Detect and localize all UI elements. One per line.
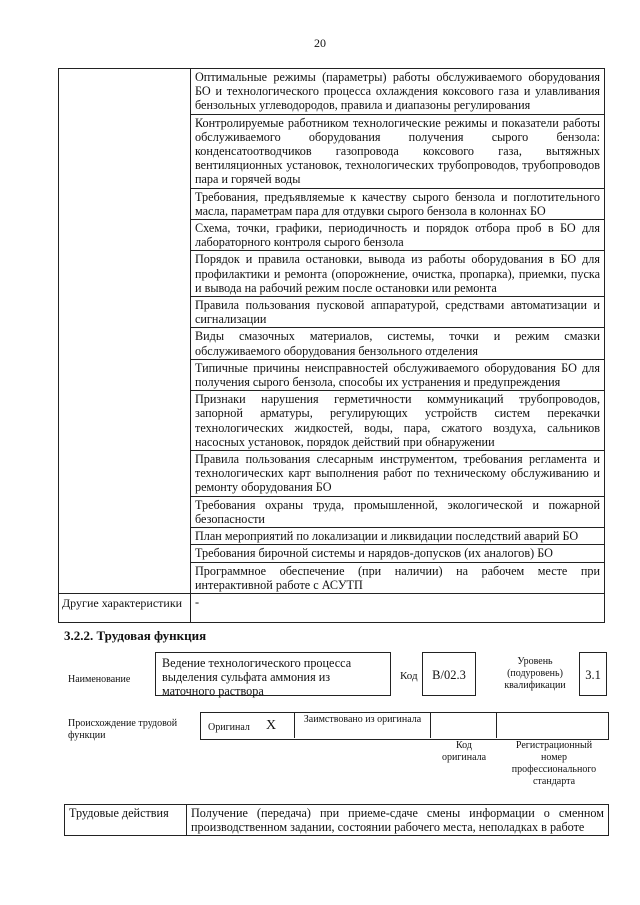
original-label: Оригинал xyxy=(208,722,250,733)
knowledge-item: Оптимальные режимы (параметры) работы обслуживаемого оборудования БО и технологического процесса охлаждения коксового газа и улавливания бензольных углеводородов, правила и диапазоны регулирования xyxy=(191,69,605,115)
code-value-box: В/02.3 xyxy=(422,652,476,696)
function-name-box: Ведение технологического процесса выделения сульфата аммония из маточного раствора xyxy=(155,652,391,696)
row-label-cell xyxy=(59,69,191,594)
knowledge-item: План мероприятий по локализации и ликвидации последствий аварий БО xyxy=(191,528,605,545)
knowledge-item: Требования охраны труда, промышленной, экологической и пожарной безопасности xyxy=(191,496,605,527)
actions-table xyxy=(64,804,609,836)
borrowed-label: Заимствовано из оригинала xyxy=(303,714,422,725)
other-characteristics-value: - xyxy=(191,593,605,622)
knowledge-table xyxy=(58,68,605,623)
knowledge-item: Программное обеспечение (при наличии) на рабочем месте при интерактивной работе с АСУТП xyxy=(191,562,605,593)
table-row xyxy=(59,593,605,622)
knowledge-item: Требования, предъявляемые к качеству сырого бензола и поглотительного масла, параметрам пара для отдувки сырого бензола в колоннах БО xyxy=(191,188,605,219)
actions-text: Получение (передача) при приеме-сдаче смены информации о сменном производственном задании, состоянии рабочего места, неполадках в работе xyxy=(187,805,609,836)
knowledge-item: Схема, точки, графики, периодичность и порядок отбора проб в БО для лабораторного контроля сырого бензола xyxy=(191,220,605,251)
knowledge-item: Признаки нарушения герметичности коммуникаций трубопроводов, запорной арматуры, регулирующих устройств систем перекачки технологических жидкостей, воды, пара, сжатого воздуха, сальников насосных установок, порядок действий при обнаружении xyxy=(191,391,605,451)
level-value-box: 3.1 xyxy=(579,652,607,696)
knowledge-item: Виды смазочных материалов, системы, точки и режим смазки обслуживаемого оборудования бензольного отделения xyxy=(191,328,605,359)
knowledge-item: Типичные причины неисправностей обслуживаемого оборудования БО для получения сырого бензола, способы их устранения и предупреждения xyxy=(191,359,605,390)
section-heading: 3.2.2. Трудовая функция xyxy=(64,628,207,643)
other-characteristics-label: Другие характеристики xyxy=(59,593,191,622)
actions-label: Трудовые действия xyxy=(65,805,187,836)
origin-label: Происхождение трудовой функции xyxy=(68,718,178,741)
knowledge-item: Правила пользования пусковой аппаратурой, средствами автоматизации и сигнализации xyxy=(191,297,605,328)
knowledge-item: Порядок и правила остановки, вывода из работы оборудования в БО для профилактики и ремонта (опорожнение, очистка, пропарка), приемки, пуска и вывода на рабочий режим после остановки или ремонта xyxy=(191,251,605,297)
code-label: Код xyxy=(400,670,418,682)
level-label: Уровень (подуровень) квалификации xyxy=(504,656,566,691)
reg-number-label: Регистрационный номер профессионального стандарта xyxy=(511,740,597,787)
knowledge-item: Требования бирочной системы и нарядов-допусков (их аналогов) БО xyxy=(191,545,605,562)
original-mark: X xyxy=(266,718,277,733)
knowledge-item: Контролируемые работником технологические режимы и показатели работы обслуживаемого оборудования получения сырого бензола: конденсатоотводчиков газопровода коксового газа, вытяжных вентиляционных установок, технологических трубопроводов, трубопроводов пара и горячей воды xyxy=(191,114,605,188)
page-number: 20 xyxy=(314,36,326,50)
table-row xyxy=(59,69,605,115)
name-label: Наименование xyxy=(68,674,131,685)
knowledge-item: Правила пользования слесарным инструментом, требования регламента и технологических карт выполнения работ по техническому обслуживанию и ремонту оборудования БО xyxy=(191,451,605,497)
code-original-label: Код оригинала xyxy=(441,740,487,763)
